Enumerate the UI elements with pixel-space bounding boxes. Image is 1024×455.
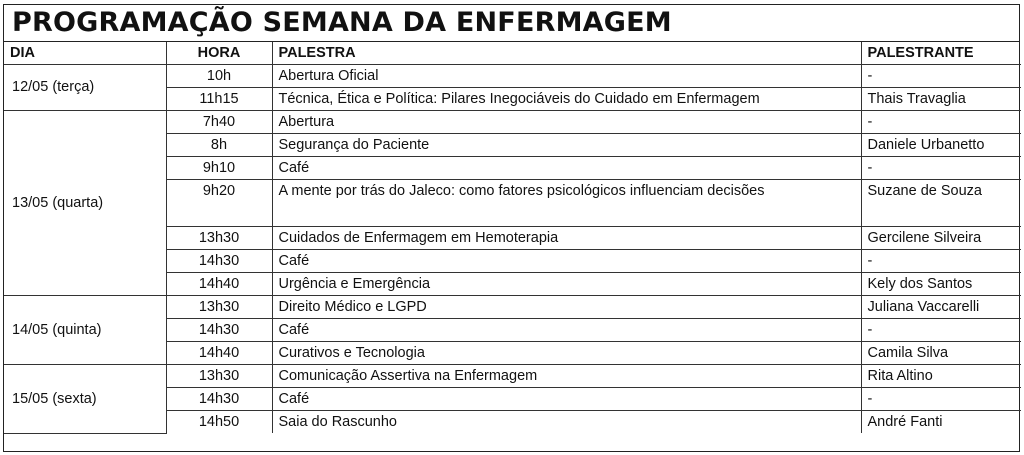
palestrante-cell: Camila Silva — [861, 341, 1021, 364]
schedule-table — [4, 42, 1021, 434]
hora-cell: 14h40 — [166, 341, 272, 364]
hora-cell: 7h40 — [166, 110, 272, 133]
palestra-cell: Café — [272, 318, 861, 341]
palestrante-cell: - — [861, 318, 1021, 341]
hora-cell: 9h20 — [166, 179, 272, 226]
page-title: PROGRAMAÇÃO SEMANA DA ENFERMAGEM — [4, 5, 1019, 42]
table-row — [4, 64, 1021, 87]
day-cell: 13/05 (quarta) — [4, 110, 166, 295]
palestra-cell: Cuidados de Enfermagem em Hemoterapia — [272, 226, 861, 249]
hora-cell: 14h50 — [166, 410, 272, 433]
palestra-cell: Curativos e Tecnologia — [272, 341, 861, 364]
palestra-cell: Direito Médico e LGPD — [272, 295, 861, 318]
palestrante-cell: André Fanti — [861, 410, 1021, 433]
hora-cell: 14h30 — [166, 318, 272, 341]
palestra-cell: Café — [272, 249, 861, 272]
palestra-cell: Segurança do Paciente — [272, 133, 861, 156]
palestrante-cell: Suzane de Souza — [861, 179, 1021, 226]
schedule-sheet — [3, 4, 1020, 452]
palestra-cell: Abertura Oficial — [272, 64, 861, 87]
palestrante-cell: - — [861, 110, 1021, 133]
palestrante-cell: Rita Altino — [861, 364, 1021, 387]
palestrante-cell: - — [861, 387, 1021, 410]
hora-cell: 14h30 — [166, 249, 272, 272]
header-palestrante: PALESTRANTE — [861, 42, 1021, 64]
day-cell: 12/05 (terça) — [4, 64, 166, 110]
palestrante-cell: - — [861, 156, 1021, 179]
palestrante-cell: Gercilene Silveira — [861, 226, 1021, 249]
palestra-cell: Abertura — [272, 110, 861, 133]
palestra-cell: Urgência e Emergência — [272, 272, 861, 295]
palestra-cell: A mente por trás do Jaleco: como fatores psicológicos influenciam decisões — [272, 179, 861, 226]
header-dia: DIA — [4, 42, 166, 64]
day-cell: 14/05 (quinta) — [4, 295, 166, 364]
hora-cell: 10h — [166, 64, 272, 87]
palestra-cell: Técnica, Ética e Política: Pilares Inegociáveis do Cuidado em Enfermagem — [272, 87, 861, 110]
header-hora: HORA — [166, 42, 272, 64]
palestrante-cell: Juliana Vaccarelli — [861, 295, 1021, 318]
table-row — [4, 110, 1021, 133]
palestrante-cell: Thais Travaglia — [861, 87, 1021, 110]
palestra-cell: Café — [272, 156, 861, 179]
palestra-cell: Comunicação Assertiva na Enfermagem — [272, 364, 861, 387]
hora-cell: 13h30 — [166, 364, 272, 387]
table-row — [4, 295, 1021, 318]
hora-cell: 9h10 — [166, 156, 272, 179]
hora-cell: 14h30 — [166, 387, 272, 410]
hora-cell: 13h30 — [166, 226, 272, 249]
palestrante-cell: - — [861, 249, 1021, 272]
palestra-cell: Café — [272, 387, 861, 410]
hora-cell: 8h — [166, 133, 272, 156]
hora-cell: 13h30 — [166, 295, 272, 318]
header-row — [4, 42, 1021, 64]
palestrante-cell: Kely dos Santos — [861, 272, 1021, 295]
hora-cell: 14h40 — [166, 272, 272, 295]
table-row — [4, 364, 1021, 387]
hora-cell: 11h15 — [166, 87, 272, 110]
palestra-cell: Saia do Rascunho — [272, 410, 861, 433]
palestrante-cell: Daniele Urbanetto — [861, 133, 1021, 156]
palestrante-cell: - — [861, 64, 1021, 87]
day-cell: 15/05 (sexta) — [4, 364, 166, 433]
header-palestra: PALESTRA — [272, 42, 861, 64]
